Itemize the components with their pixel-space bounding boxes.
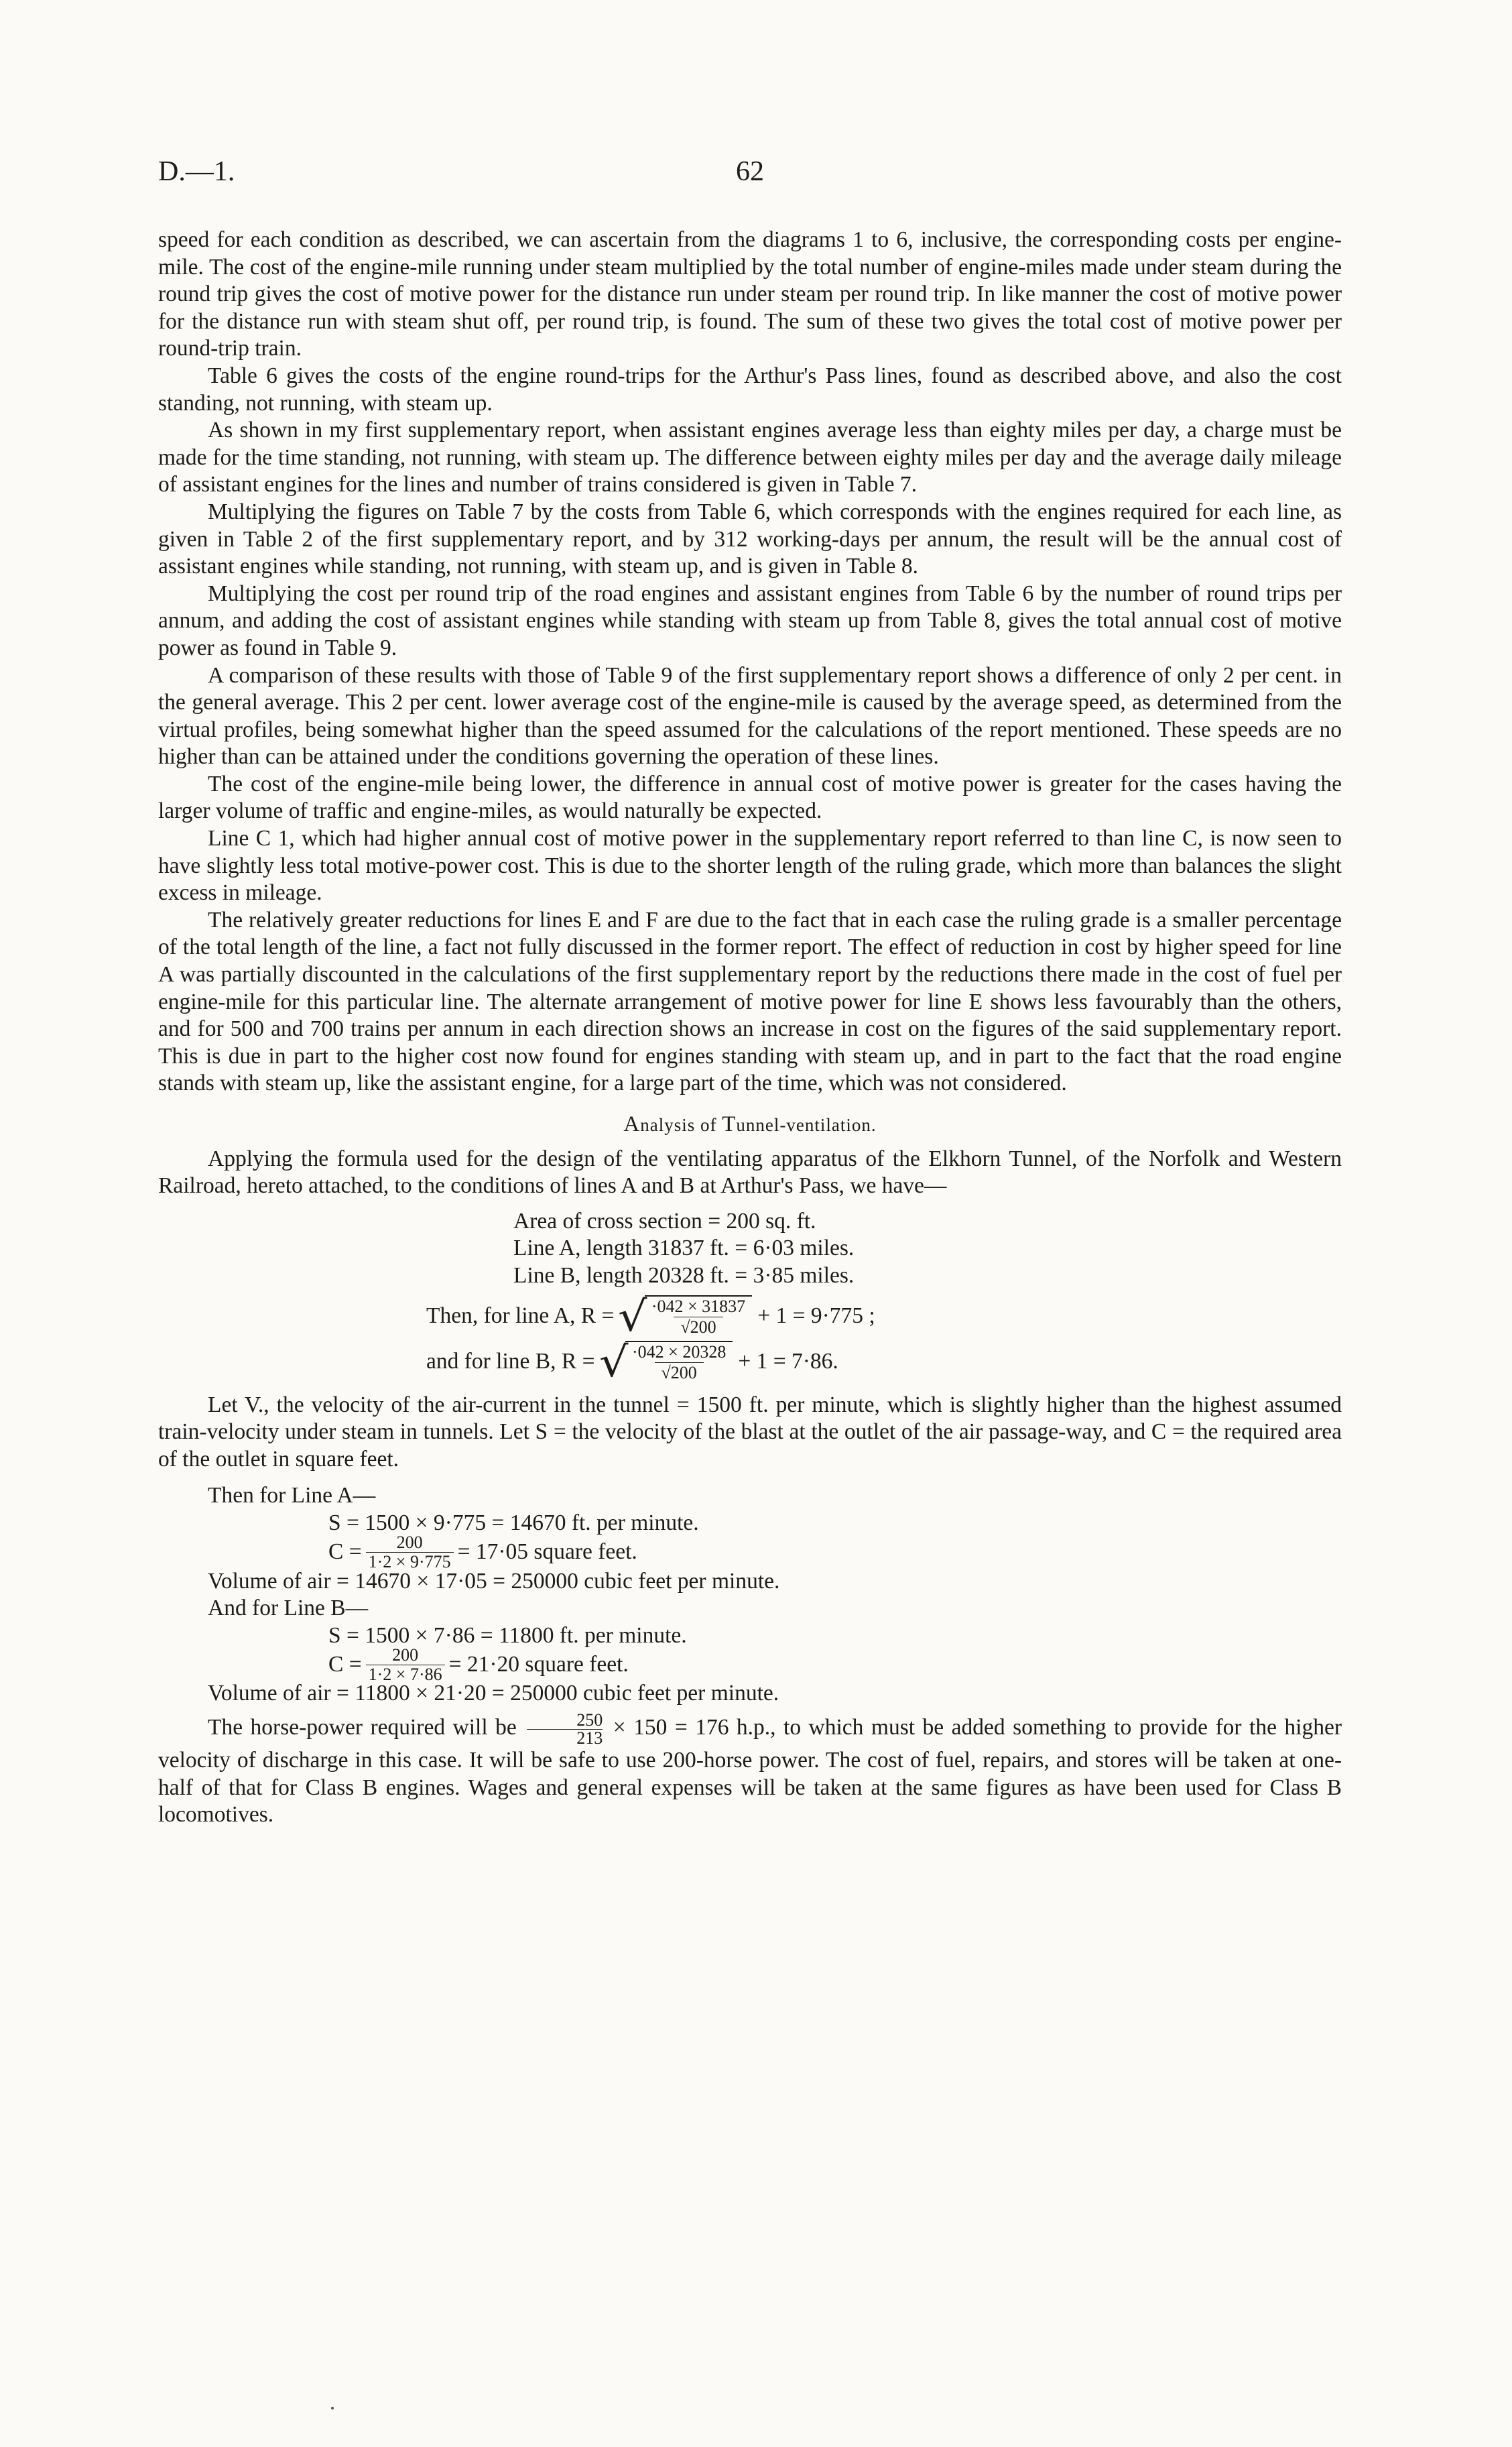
square-root: √ $\frac{\cdot 042 \times 31837}{√200}$ — [619, 1295, 752, 1337]
section-code: D.—1. — [158, 156, 235, 187]
given-values — [513, 1208, 1342, 1290]
line-a-label: Then for Line A— — [208, 1483, 376, 1508]
line-b-c: C = $\frac{200}{1\cdot 2 \times 7\cdot 86}$ = 21·20 square feet. — [328, 1645, 629, 1684]
paragraph: Applying the formula used for the design of the ventilating apparatus of the Elkhorn Tunnel, of the Norfolk and Western Railroad, hereto attached, to the conditions of lines A and B at Arthur's Pass, we have— — [158, 1146, 1342, 1199]
square-root: √ $\frac{\cdot 042 \times 20328}{√200}$ — [601, 1341, 733, 1383]
paragraph: Multiplying the cost per round trip of the road engines and assistant engines from Table 6 by the number of round trips per annum, and adding the cost of assistant engines while standing with steam up from Table 8, gives the total annual cost of motive power as found in Table 9. — [158, 581, 1342, 660]
line-a-c: C = $\frac{200}{1\cdot 2 \times 9\cdot 775}$ = 17·05 square feet. — [328, 1533, 637, 1572]
paragraph: The cost of the engine-mile being lower, the difference in annual cost of motive power is greater for the cases having the larger volume of traffic and engine-miles, as would naturally be expected. — [158, 771, 1342, 824]
given-line: Line B, length 20328 ft. = 3·85 miles. — [513, 1262, 855, 1288]
paragraph: Let V., the velocity of the air-current in the tunnel = 1500 ft. per minute, which is slightly higher than the highest assumed train-velocity under steam in tunnels. Let S = the velocity of the blast at the outlet of the air passage-way, and C = the required area of the outlet in square feet. — [158, 1392, 1342, 1472]
paragraph: speed for each condition as described, we can ascertain from the diagrams 1 to 6, inclusive, the corresponding costs per engine-mile. The cost of the engine-mile running under steam multiplied by the total number of engine-miles made under steam during the round trip gives the cost of motive power for the distance run under steam per round trip. In like manner the cost of motive power for the distance run with steam shut off, per round trip, is found. The sum of these two gives the total cost of motive power per round-trip train. — [158, 227, 1342, 361]
paragraph: Line C 1, which had higher annual cost of motive power in the supplementary report referred to than line C, is now seen to have slightly less total motive-power cost. This is due to the shorter length of the ruling grade, which more than balances the slight excess in mileage. — [158, 826, 1342, 906]
page-header — [158, 156, 1342, 196]
section-heading: Analysis of Tunnel-ventilation. — [623, 1112, 877, 1136]
page-number: 62 — [736, 156, 764, 187]
formula-line-b: and for line B, R = √ $\frac{\cdot 042 \times 20328}{√200}$ + 1 = 7·86. — [426, 1337, 838, 1386]
formula-line-a: Then, for line A, R = √ $\frac{\cdot 042 \times 31837}{√200}$ + 1 = 9·775 ; — [426, 1291, 875, 1341]
document-body — [158, 227, 1342, 1829]
given-line: Line A, length 31837 ft. = 6·03 miles. — [513, 1236, 855, 1261]
paragraph: A comparison of these results with those of Table 9 of the first supplementary report shows a difference of only 2 per cent. in the general average. This 2 per cent. lower average cost of the engine-mile is caused by the average speed, as determined from the virtual profiles, being somewhat higher than the speed assumed for the calculations of the report mentioned. These speeds are no higher than can be attained under the conditions governing the operation of these lines. — [158, 662, 1342, 770]
horse-power-paragraph: The horse-power required will be $\frac{250}{213}$ × 150 = 176 h.p., to which must be added something to provide for the higher velocity of discharge in this case. It will be safe to use 200-horse power. The cost of fuel, repairs, and stores will be taken at one-half of that for Class B engines. Wages and general expenses will be taken at the same figures as have been used for Class B locomotives. — [158, 1710, 1342, 1828]
line-b-s: S = 1500 × 7·86 = 11800 ft. per minute. — [328, 1622, 687, 1648]
line-a-volume: Volume of air = 14670 × 17·05 = 250000 cubic feet per minute. — [208, 1568, 780, 1594]
given-line: Area of cross section = 200 sq. ft. — [513, 1208, 816, 1234]
paper-speck — [331, 2407, 334, 2409]
line-b-volume: Volume of air = 11800 × 21·20 = 250000 cubic feet per minute. — [208, 1681, 779, 1706]
line-b-calc — [208, 1595, 1342, 1708]
paragraph: As shown in my first supplementary report, when assistant engines average less than eighty miles per day, a charge must be made for the time standing, not running, with steam up. The difference between eighty miles per day and the average daily mileage of assistant engines for the lines and number of trains considered is given in Table 7. — [158, 418, 1342, 497]
paragraph: Table 6 gives the costs of the engine round-trips for the Arthur's Pass lines, found as described above, and also the cost standing, not running, with steam up. — [158, 363, 1342, 416]
line-a-calc — [208, 1482, 1342, 1595]
paragraph: Multiplying the figures on Table 7 by the costs from Table 6, which corresponds with the engines required for each line, as given in Table 2 of the first supplementary report, and by 312 working-days per annum, the result will be the annual cost of assistant engines while standing, not running, with steam up, and is given in Table 8. — [158, 499, 1342, 579]
line-a-s: S = 1500 × 9·775 = 14670 ft. per minute. — [328, 1510, 699, 1535]
line-b-label: And for Line B— — [208, 1596, 369, 1621]
paragraph: The relatively greater reductions for lines E and F are due to the fact that in each case the ruling grade is a smaller percentage of the total length of the line, a fact not fully discussed in the former report. The effect of reduction in cost by higher speed for line A was partially discounted in the calculations of the first supplementary report by the reductions there made in the cost of fuel per engine-mile for this particular line. The alternate arrangement of motive power for line E shows less favourably than the others, and for 500 and 700 trains per annum in each direction shows an increase in cost on the figures of the said supplementary report. This is due in part to the higher cost now found for engines standing with steam up, and in part to the fact that the road engine stands with steam up, like the assistant engine, for a large part of the time, which was not considered. — [158, 907, 1342, 1096]
